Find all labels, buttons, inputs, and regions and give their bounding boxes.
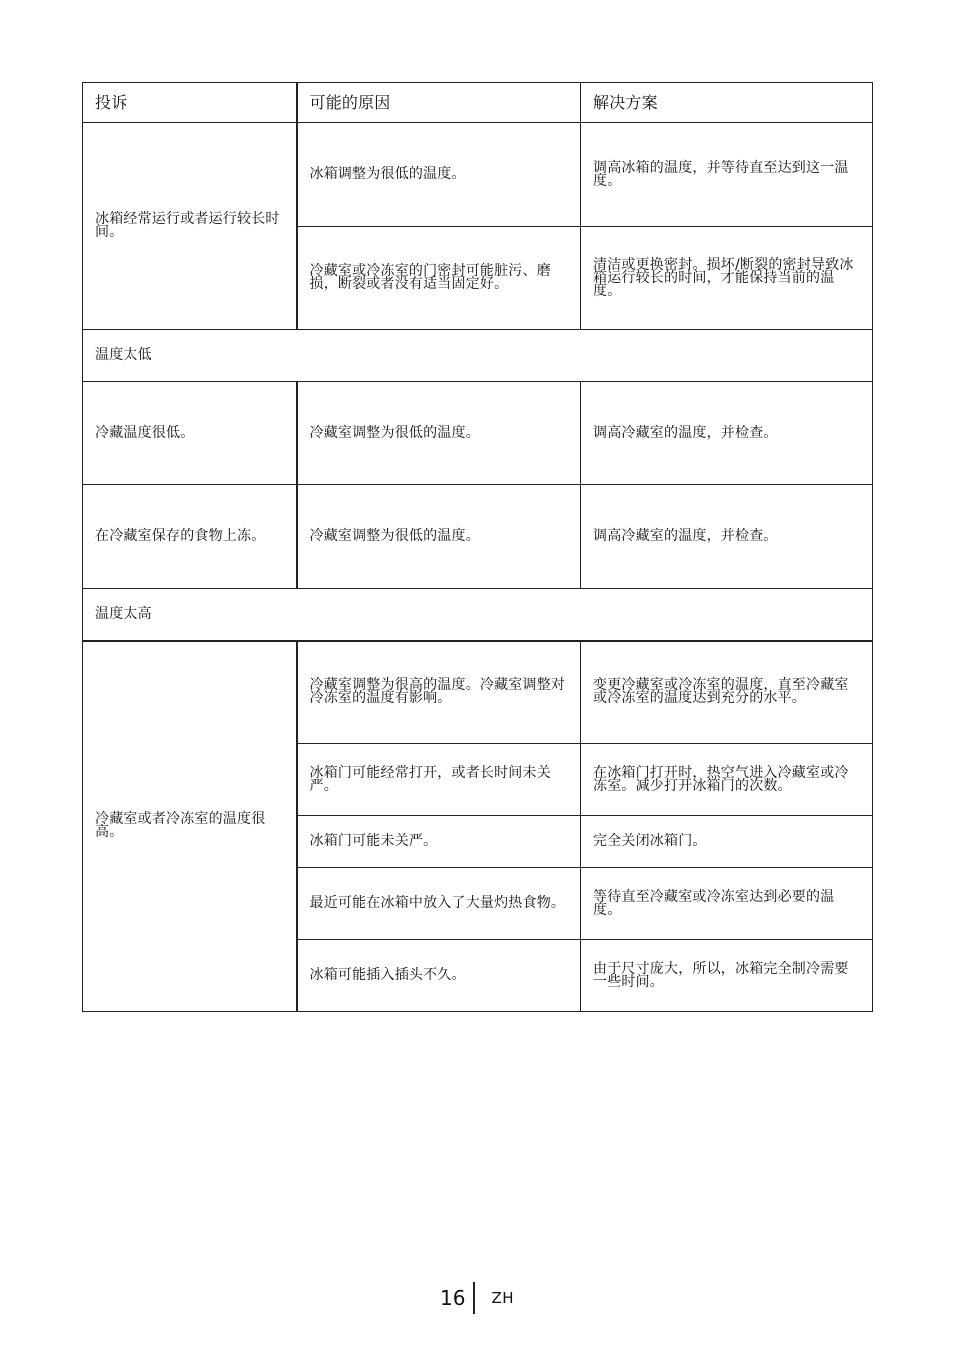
cause-cell: 最近可能在冰箱中放入了大量灼热食物。 (297, 868, 581, 940)
solution-cell: 由于尺寸庞大，所以，冰箱完全制冷需要一些时间。 (581, 940, 873, 1012)
table-row (83, 641, 873, 744)
solution-cell: 变更冷藏室或冷冻室的温度，直至冷藏室或冷冻室的温度达到充分的水平。 (581, 641, 873, 744)
language-code: ZH (491, 1289, 515, 1307)
solution-cell: 调高冰箱的温度，并等待直至达到这一温度。 (581, 123, 873, 227)
page-footer (440, 1282, 514, 1314)
cause-cell: 冷藏室或冷冻室的门密封可能脏污、磨损，断裂或者没有适当固定好。 (297, 227, 581, 330)
table-row (83, 123, 873, 227)
table-row (83, 485, 873, 589)
header-cause: 可能的原因 (297, 83, 581, 123)
table-row (83, 382, 873, 485)
complaint-cell: 冰箱经常运行或者运行较长时间。 (83, 123, 297, 330)
section-row-low (83, 330, 873, 382)
header-complaint: 投诉 (83, 83, 297, 123)
table-header-row (83, 83, 873, 123)
solution-cell: 完全关闭冰箱门。 (581, 816, 873, 868)
solution-cell: 清洁或更换密封。损坏/断裂的密封导致冰箱运行较长的时间，才能保持当前的温度。 (581, 227, 873, 330)
cause-cell: 冰箱可能插入插头不久。 (297, 940, 581, 1012)
cause-cell: 冷藏室调整为很低的温度。 (297, 382, 581, 485)
header-solution: 解决方案 (581, 83, 873, 123)
cause-cell: 冷藏室调整为很高的温度。冷藏室调整对冷冻室的温度有影响。 (297, 641, 581, 744)
solution-cell: 调高冷藏室的温度，并检查。 (581, 485, 873, 589)
section-heading-high: 温度太高 (83, 589, 873, 641)
complaint-cell: 冷藏室或者冷冻室的温度很高。 (83, 641, 297, 1012)
complaint-cell: 在冷藏室保存的食物上冻。 (83, 485, 297, 589)
solution-cell: 等待直至冷藏室或冷冻室达到必要的温度。 (581, 868, 873, 940)
cause-cell: 冰箱调整为很低的温度。 (297, 123, 581, 227)
solution-cell: 调高冷藏室的温度，并检查。 (581, 382, 873, 485)
section-row-high (83, 589, 873, 641)
troubleshooting-table (82, 82, 873, 1012)
cause-cell: 冰箱门可能经常打开，或者长时间未关严。 (297, 744, 581, 816)
section-heading-low: 温度太低 (83, 330, 873, 382)
solution-cell: 在冰箱门打开时，热空气进入冷藏室或冷冻室。减少打开冰箱门的次数。 (581, 744, 873, 816)
cause-cell: 冰箱门可能未关严。 (297, 816, 581, 868)
complaint-cell: 冷藏温度很低。 (83, 382, 297, 485)
cause-cell: 冷藏室调整为很低的温度。 (297, 485, 581, 589)
page-number: 16 (440, 1286, 466, 1310)
